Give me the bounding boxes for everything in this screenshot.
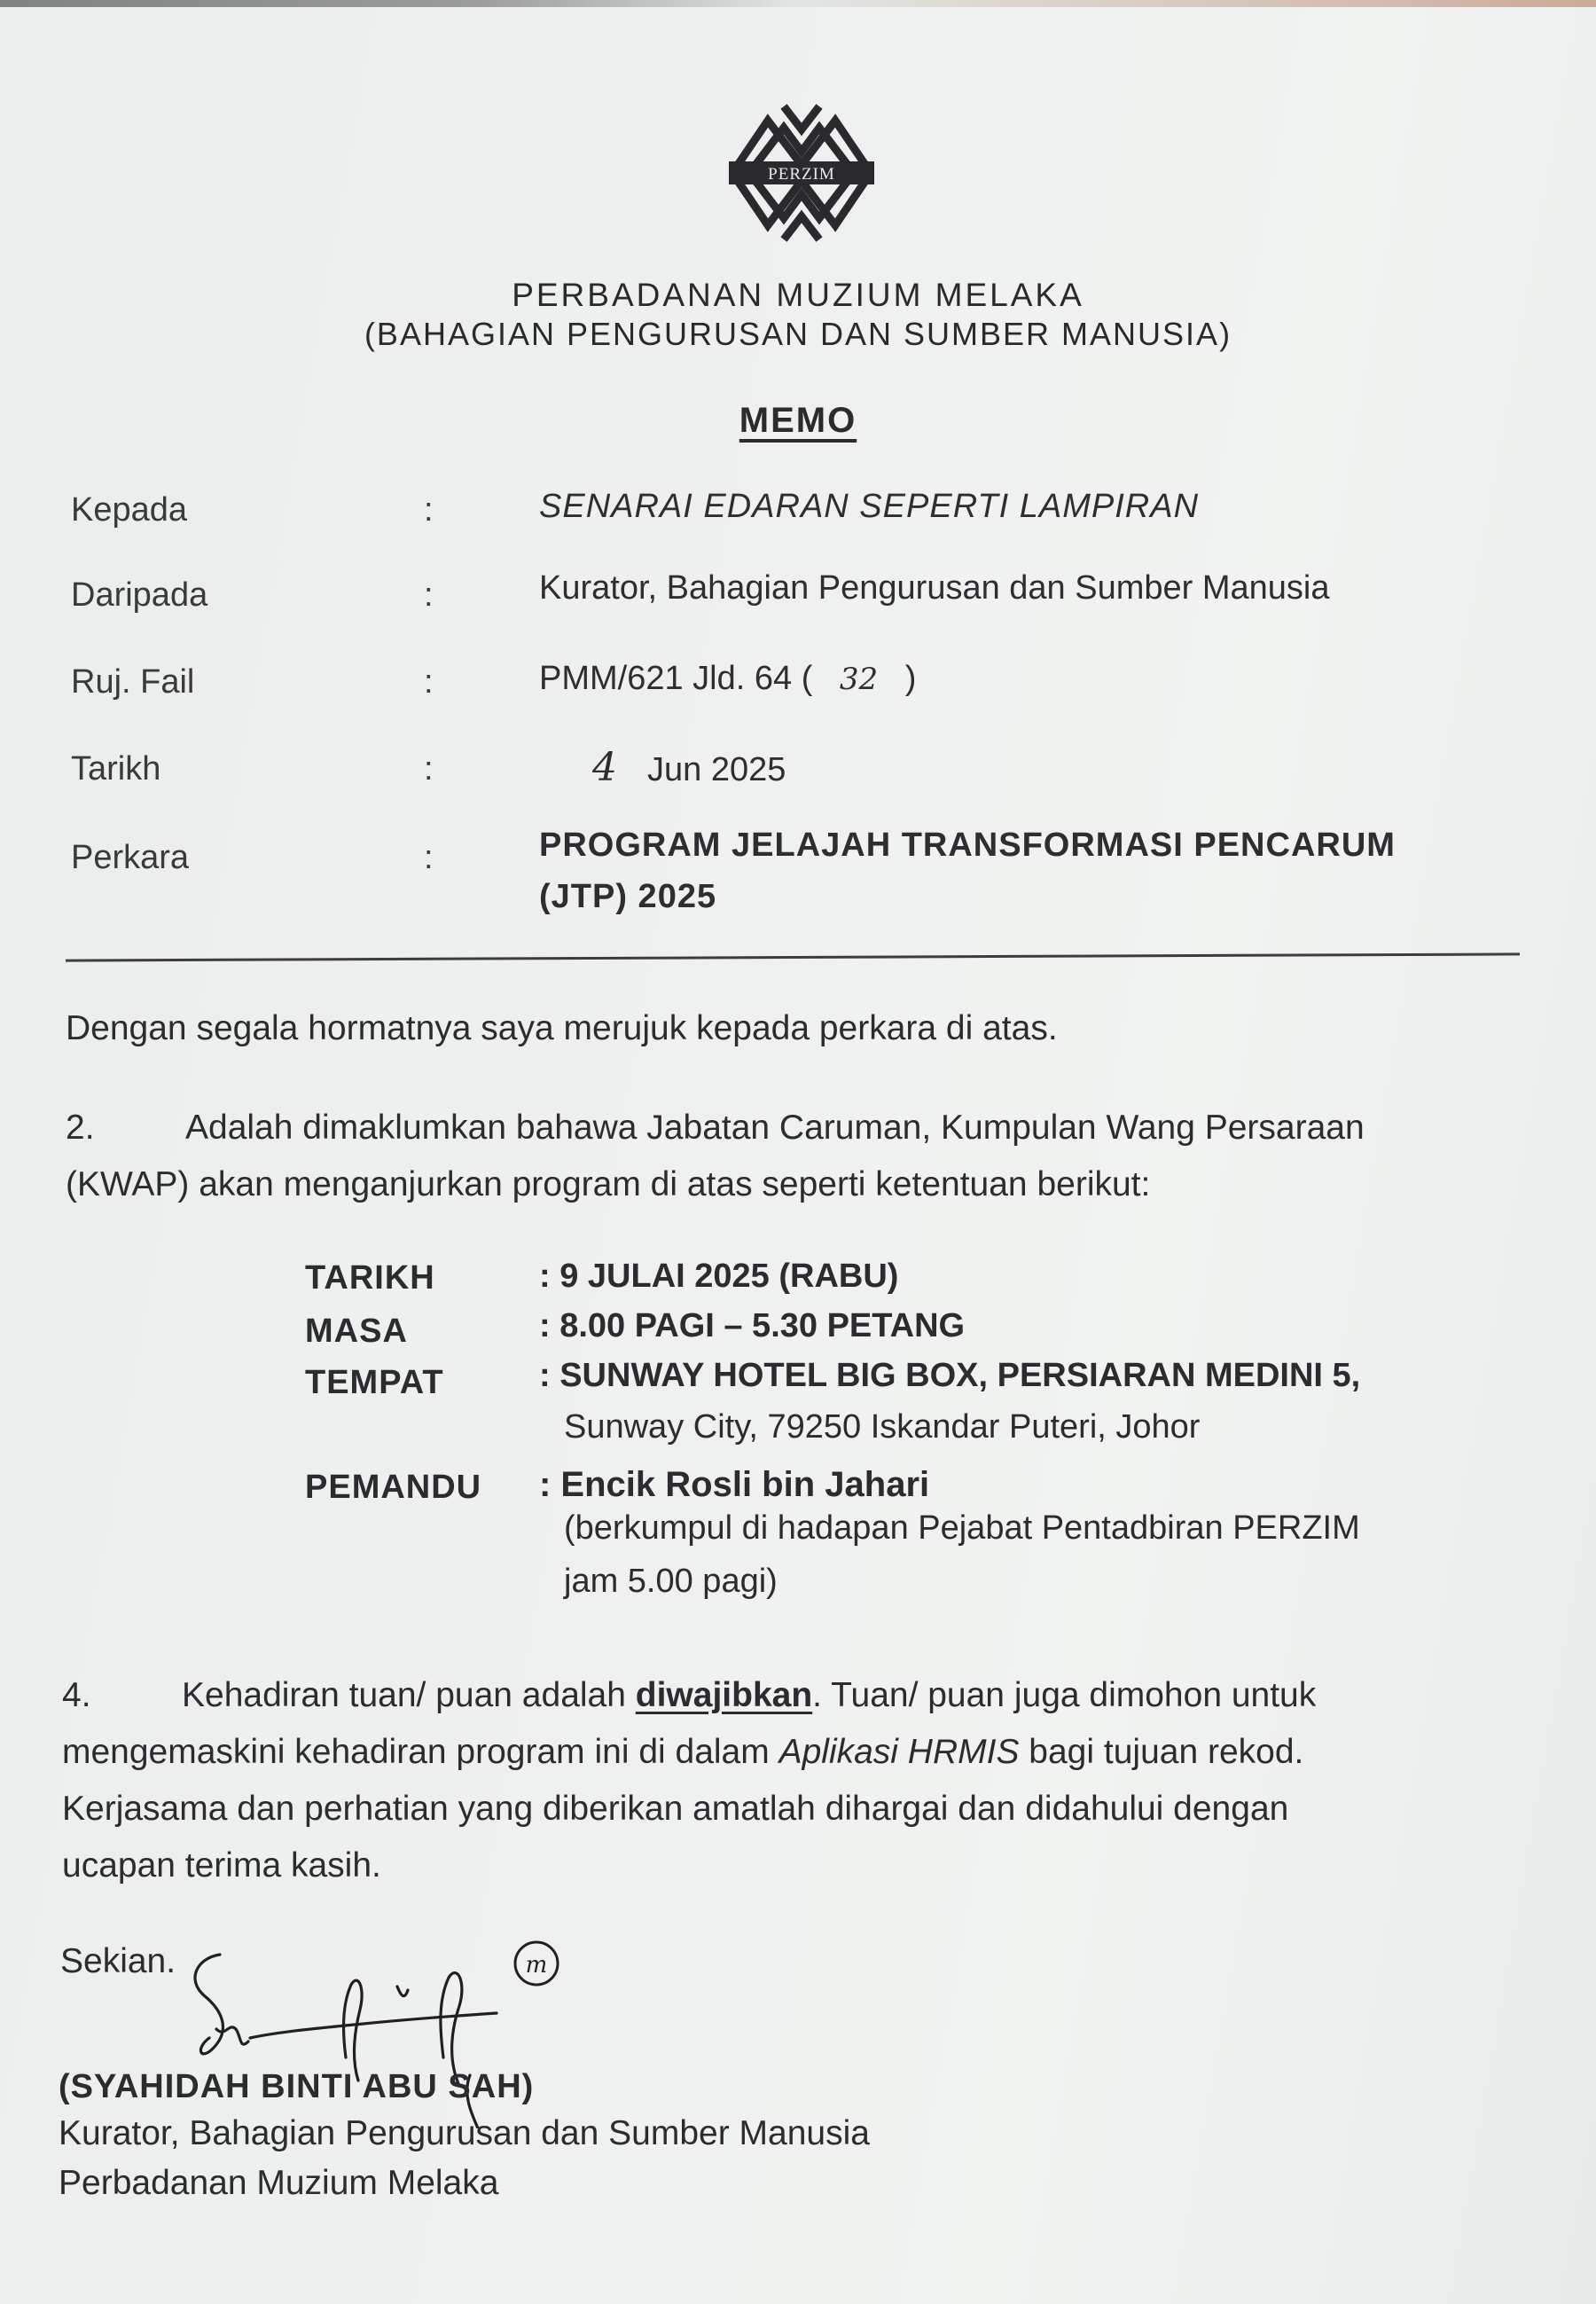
detail-pemandu-label: PEMANDU xyxy=(305,1469,482,1506)
opening-sentence: Dengan segala hormatnya saya merujuk kepada perkara di atas. xyxy=(66,1009,1058,1047)
kepada-label: Kepada xyxy=(71,491,188,529)
detail-pemandu-note2: jam 5.00 pagi) xyxy=(564,1563,778,1600)
tarikh-label: Tarikh xyxy=(71,750,161,788)
daripada-label: Daripada xyxy=(71,576,208,614)
detail-masa-value: : 8.00 PAGI – 5.30 PETANG xyxy=(539,1307,966,1344)
detail-tarikh-value: : 9 JULAI 2025 (RABU) xyxy=(539,1258,899,1295)
scan-edge xyxy=(0,0,1596,7)
detail-tarikh-label: TARIKH xyxy=(305,1259,435,1297)
perkara-line1: PROGRAM JELAJAH TRANSFORMASI PENCARUM xyxy=(539,827,1396,864)
division-name: (BAHAGIAN PENGURUSAN DAN SUMBER MANUSIA) xyxy=(364,316,1232,352)
perzim-logo xyxy=(725,103,878,243)
colon: : xyxy=(424,576,434,614)
daripada-value: Kurator, Bahagian Pengurusan dan Sumber Manusia xyxy=(539,569,1330,607)
detail-pemandu-note1: (berkumpul di hadapan Pejabat Pentadbiran PERZIM xyxy=(564,1509,1360,1547)
signatory-name: (SYAHIDAH BINTI ABU SAH) xyxy=(59,2068,535,2105)
signatory-organization: Perbadanan Muzium Melaka xyxy=(59,2164,499,2202)
detail-pemandu-value: : Encik Rosli bin Jahari xyxy=(539,1465,930,1504)
detail-tempat-address: Sunway City, 79250 Iskandar Puteri, Johor xyxy=(564,1408,1201,1446)
detail-tempat-label: TEMPAT xyxy=(305,1364,444,1401)
perkara-line2: (JTP) 2025 xyxy=(539,878,717,915)
colon: : xyxy=(424,839,434,876)
kepada-value: SENARAI EDARAN SEPERTI LAMPIRAN xyxy=(539,488,1200,525)
logo-text: PERZIM xyxy=(768,165,835,184)
ruj-fail-label: Ruj. Fail xyxy=(71,663,195,701)
closing-sekian: Sekian. xyxy=(60,1942,176,1980)
ruj-fail-value: PMM/621 Jld. 64 ( 32 ) xyxy=(539,660,917,697)
colon: : xyxy=(424,750,434,788)
detail-masa-label: MASA xyxy=(305,1313,408,1350)
tarikh-value: 4 Jun 2025 xyxy=(592,745,786,790)
paragraph-2: 2. Adalah dimaklumkan bahawa Jabatan Caruman, Kumpulan Wang Persaraan (KWAP) akan menganjurkan program di atas seperti ketentuan berikut: xyxy=(66,1109,1365,1203)
org-name: PERBADANAN MUZIUM MELAKA xyxy=(512,277,1084,313)
memo-title: MEMO xyxy=(739,401,857,440)
colon: : xyxy=(424,663,434,701)
signatory-title: Kurator, Bahagian Pengurusan dan Sumber Manusia xyxy=(59,2114,870,2152)
detail-tempat-value: : SUNWAY HOTEL BIG BOX, PERSIARAN MEDINI 5, xyxy=(539,1357,1361,1394)
tarikh-handwritten-day: 4 xyxy=(592,745,617,790)
header-divider xyxy=(66,952,1520,961)
perkara-label: Perkara xyxy=(71,839,190,876)
handwritten-mark: m xyxy=(525,1952,548,1979)
colon: : xyxy=(424,491,434,529)
paragraph-4: 4. Kehadiran tuan/ puan adalah diwajibkan. Tuan/ puan juga dimohon untuk mengemaskini kehadiran program ini di dalam Aplikasi HRMIS bagi tujuan rekod. Kerjasama dan perhatian yang diberikan amatlah dihargai dan didahului dengan ucapan terima kasih. xyxy=(62,1676,1317,1885)
ruj-handwritten-number: 32 xyxy=(839,662,879,697)
